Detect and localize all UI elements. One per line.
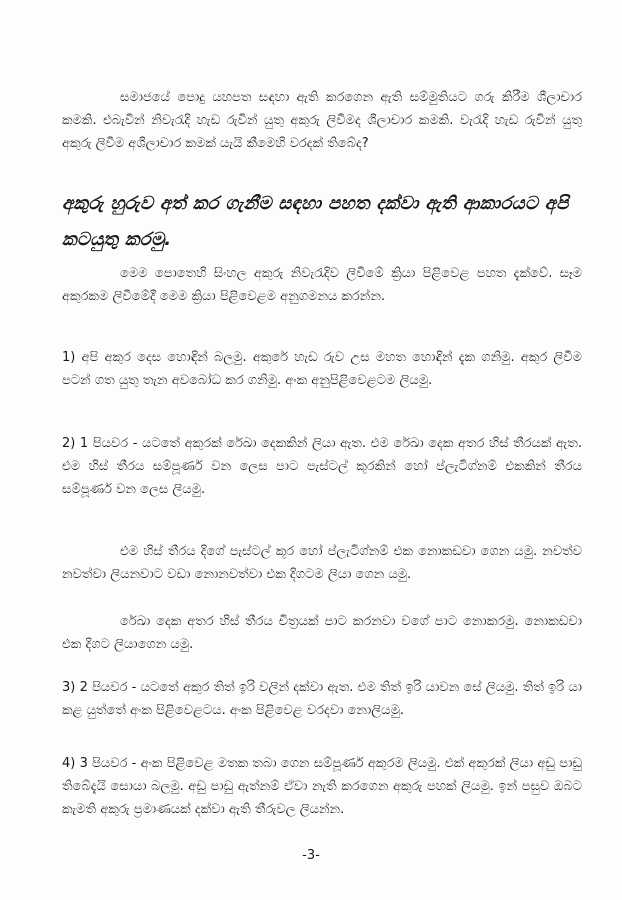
paragraph-step-4: 4) 3 පියවර - අංක පිළිවෙළ මතක තබා ගෙන සම්පූර්ණ අකුරම ලියමු. එක් අකුරක් ලියා අඩු පාඩු තිබේදැයි සොයා බලමු. අඩු පාඩු ඇත්නම් ඒවා නැති කරගෙන අකුරු පහක් ලියමු. ඉන් පසුව ඔබට කැමති අකුරු ප්‍රමාණයක් දක්වා ඇති තීරුවල ලියන්න. — [62, 756, 582, 817]
paragraph-step-1: 1) අපි අකුර දෙස හොඳින් බලමු. අකුරේ හැඩ රුව උස මහත හොඳින් දැක ගනිමු. අකුර ලිවීම පටන් ගත යුතු තැන අවබෝධ කර ගනිමු. අංක අනුපිළිවෙළටම ලියමු. — [62, 350, 582, 388]
intro-paragraph: සමාජයේ පොදු යහපත සඳහා ඇති කරගෙන ඇති සම්මුතියට ගරු කිරීම ශීලාචාර කමකි. එබැවින් නිවැරැදි හැඩ රුවින් යුතු අකුරු ලිවීමද ශීලාචාර කමකි. වැරැදි හැඩ රුවින් යුතු අකුරු ලිවීම අශීලාචාර කමක් යැයි කීමෙහි වරදක් තිබේද? — [62, 90, 582, 151]
page-number: -3- — [302, 848, 320, 863]
section-heading: අකුරු හුරුව අත් කර ගැනීම සඳහා පහත දක්වා ඇති ආකාරයට අපි කටයුතු කරමු. — [62, 193, 569, 250]
paragraph-step-2-note-1: එම හිස් තීරය දිගේ පැස්ටල් කූර හෝ ප්ලැටිග්නම් එක නොකඩවා ගෙන යමු. නවත්ව නවත්වා ලියනවාට වඩා නොනවත්වා එක දිගටම ලියා ගෙන යමු. — [62, 544, 582, 582]
paragraph-1: මෙම පොතෙහි සිංහල අකුරු නිවැරැදිව ලිවීමේ ක්‍රියා පිළිවෙළ පහත දැක්වේ. සෑම අකුරකම ලිවීමේදී මෙම ක්‍රියා පිළිවෙළම අනුගමනය කරන්න. — [62, 266, 582, 304]
paragraph-step-3: 3) 2 පියවර - යටතේ අකුර තිත් ඉරි වලින් දක්වා ඇත. එම තිත් ඉරි යාවන සේ ලියමු. තිත් ඉරි යා කළ යුත්තේ අංක පිළිවෙළටය. අංක පිළිවෙළ වරදවා නොලියමු. — [62, 680, 582, 718]
paragraph-step-2: 2) 1 පියවර - යටතේ අකුරක් රේඛා දෙකකින් ලියා ඇත. එම රේඛා දෙක අතර හිස් තීරයක් ඇත. එම හිස් තීරය සම්පූර්ණ වන ලෙස පාට පැස්ටල් කූරකින් හෝ ප්ලැටිග්නම් එකකින් තීරය සම්පූර්ණ වන ලෙස ලියමු. — [62, 436, 582, 497]
paragraph-step-2-note-2: රේඛා දෙක අතර හිස් තීරය චිත්‍රයක් පාට කරනවා වගේ පාට නොකරමු. නොකඩවා එක දිගට ලියාගෙන යමු. — [62, 614, 582, 652]
